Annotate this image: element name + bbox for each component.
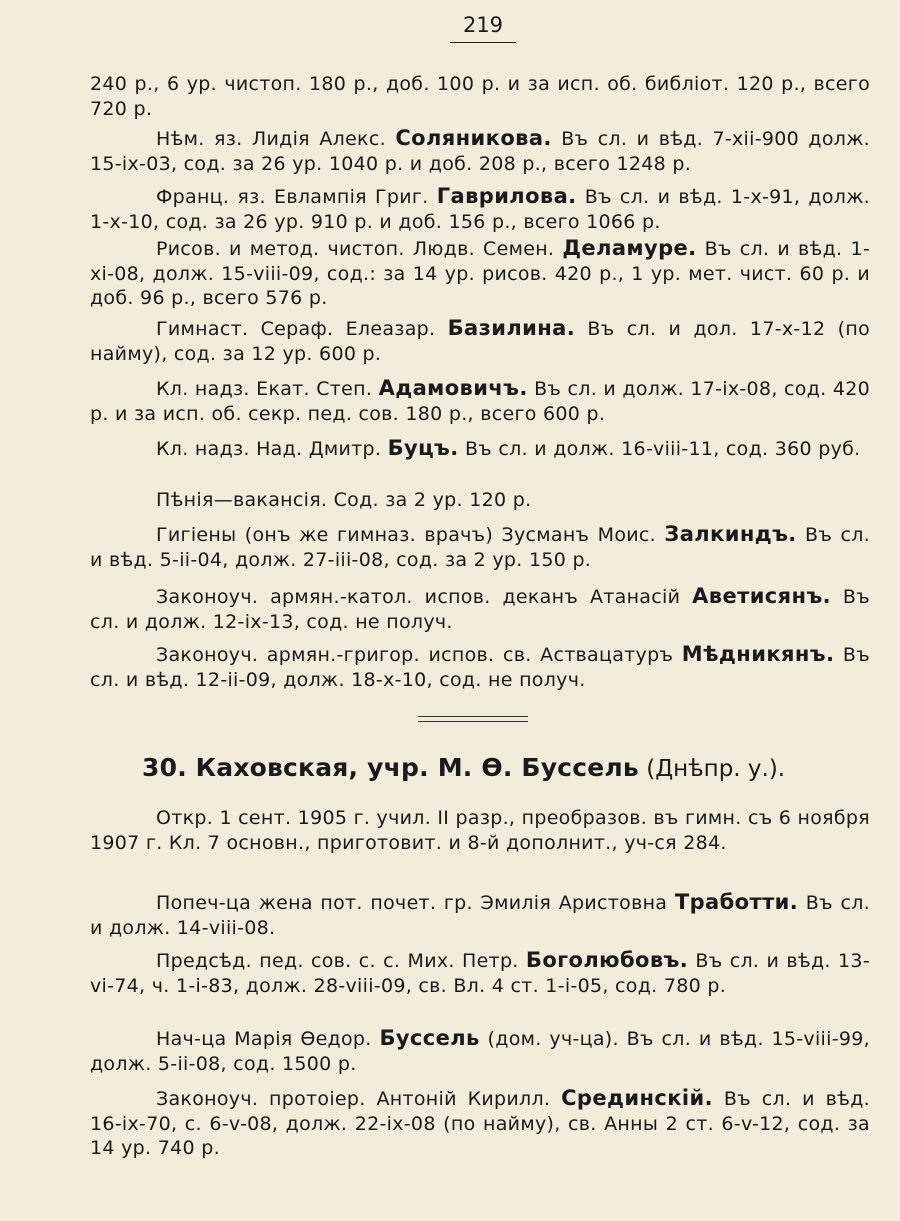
section-title-district: (Днѣпр. у.). (638, 756, 786, 782)
person-name: Залкиндъ. (664, 522, 797, 546)
person-name: Соляникова. (395, 126, 552, 150)
section-number: 30. (142, 753, 187, 782)
page-number: 219 (450, 12, 516, 43)
person-name: Деламуре. (562, 236, 697, 260)
entry-teacher-gymnastics: Гимнаст. Сераф. Елеазар. Базилина. Въ сл. и дол. 17-x-12 (по найму), сод. за 12 ур. 600 р. (90, 316, 870, 365)
entry-class-supervisor-2: Кл. надз. Над. Дмитр. Буцъ. Въ сл. и долж. 16-viii-11, сод. 360 руб. (156, 436, 861, 460)
person-name: Адамовичъ. (378, 376, 528, 400)
entry-religion-teacher: Законоуч. протоіер. Антоній Кирилл. Срединскій. Въ сл. и вѣд. 16-ix-70, с. 6-v-08, долж. 22-ix-08 (по найму), св. Анны 2 ст. 6-v-12, сод. за 14 ур. 740 р. (90, 1086, 871, 1159)
person-name: Буссель (379, 1026, 480, 1050)
entry-school-info: Откр. 1 сент. 1905 г. учил. II разр., преобразов. въ гимн. съ 6 ноября 1907 г. Кл. 7 основн., приготовит. и 8-й дополнит., уч-ся 284. (90, 807, 870, 854)
person-name: Буцъ. (387, 436, 459, 460)
entry-hygiene: Гигіены (онъ же гимназ. врачъ) Зусманъ Моис. Залкиндъ. Въ сл. и вѣд. 5-ii-04, долж. 27-iii-08, сод. за 2 ур. 150 р. (90, 522, 870, 571)
entry-religion-catholic: Законоуч. армян.-катол. испов. деканъ Атанасій Аветисянъ. Въ сл. и долж. 12-ix-13, сод. не получ. (90, 584, 870, 633)
entry-teacher-drawing: Рисов. и метод. чистоп. Людв. Семен. Деламуре. Въ сл. и вѣд. 1-xi-08, долж. 15-viii-09, сод.: за 14 ур. рисов. 420 р., 1 ур. мет. чист. 60 р. и доб. 96 р., всего 576 р. (90, 236, 870, 309)
section-heading (142, 752, 882, 785)
person-name: Гаврилова. (436, 184, 577, 208)
entry-teacher-german: Нѣм. яз. Лидія Алекс. Соляникова. Въ сл. и вѣд. 7-xii-900 долж. 15-ix-03, сод. за 26 ур. 1040 р. и доб. 208 р., всего 1248 р. (90, 126, 870, 175)
person-name: Боголюбовъ. (525, 948, 689, 972)
entry-singing-vacancy: Пѣнія—вакансія. Сод. за 2 ур. 120 р. (156, 489, 532, 511)
person-name: Базилина. (447, 316, 576, 340)
person-name: Аветисянъ. (692, 584, 832, 608)
person-name: Срединскій. (561, 1086, 713, 1110)
entry-head-mistress: Нач-ца Марія Ѳедор. Буссель (дом. уч-ца). Въ сл. и вѣд. 15-viii-99, долж. 5-ii-08, сод. 1500 р. (90, 1026, 870, 1075)
entry-continuation: 240 р., 6 ур. чистоп. 180 р., доб. 100 р. и за исп. об. библіот. 120 р., всего 720 р. (90, 73, 870, 120)
person-name: Мѣдникянъ. (681, 642, 835, 666)
entry-class-supervisor-1: Кл. надз. Екат. Степ. Адамовичъ. Въ сл. и долж. 17-ix-08, сод. 420 р. и за исп. об. секр. пед. сов. 180 р., всего 600 р. (90, 376, 870, 425)
section-divider (418, 716, 528, 722)
entry-religion-gregorian: Законоуч. армян.-григор. испов. св. Аствацатуръ Мѣдникянъ. Въ сл. и вѣд. 12-ii-09, долж. 18-x-10, сод. не получ. (90, 642, 870, 691)
entry-trustee: Попеч-ца жена пот. почет. гр. Эмилія Аристовна Тработти. Въ сл. и долж. 14-viii-08. (90, 890, 870, 939)
section-title-bold: Каховская, учр. М. Ѳ. Буссель (195, 753, 639, 782)
entry-council-chair: Предсѣд. пед. сов. с. с. Мих. Петр. Боголюбовъ. Въ сл. и вѣд. 13-vi-74, ч. 1-i-83, долж. 28-viii-09, св. Вл. 4 ст. 1-i-05, сод. 780 р. (90, 948, 870, 997)
person-name: Тработти. (674, 890, 799, 914)
entry-teacher-french: Франц. яз. Евлампія Григ. Гаврилова. Въ сл. и вѣд. 1-x-91, долж. 1-x-10, сод. за 26 ур. 910 р. и доб. 156 р., всего 1066 р. (90, 184, 870, 233)
